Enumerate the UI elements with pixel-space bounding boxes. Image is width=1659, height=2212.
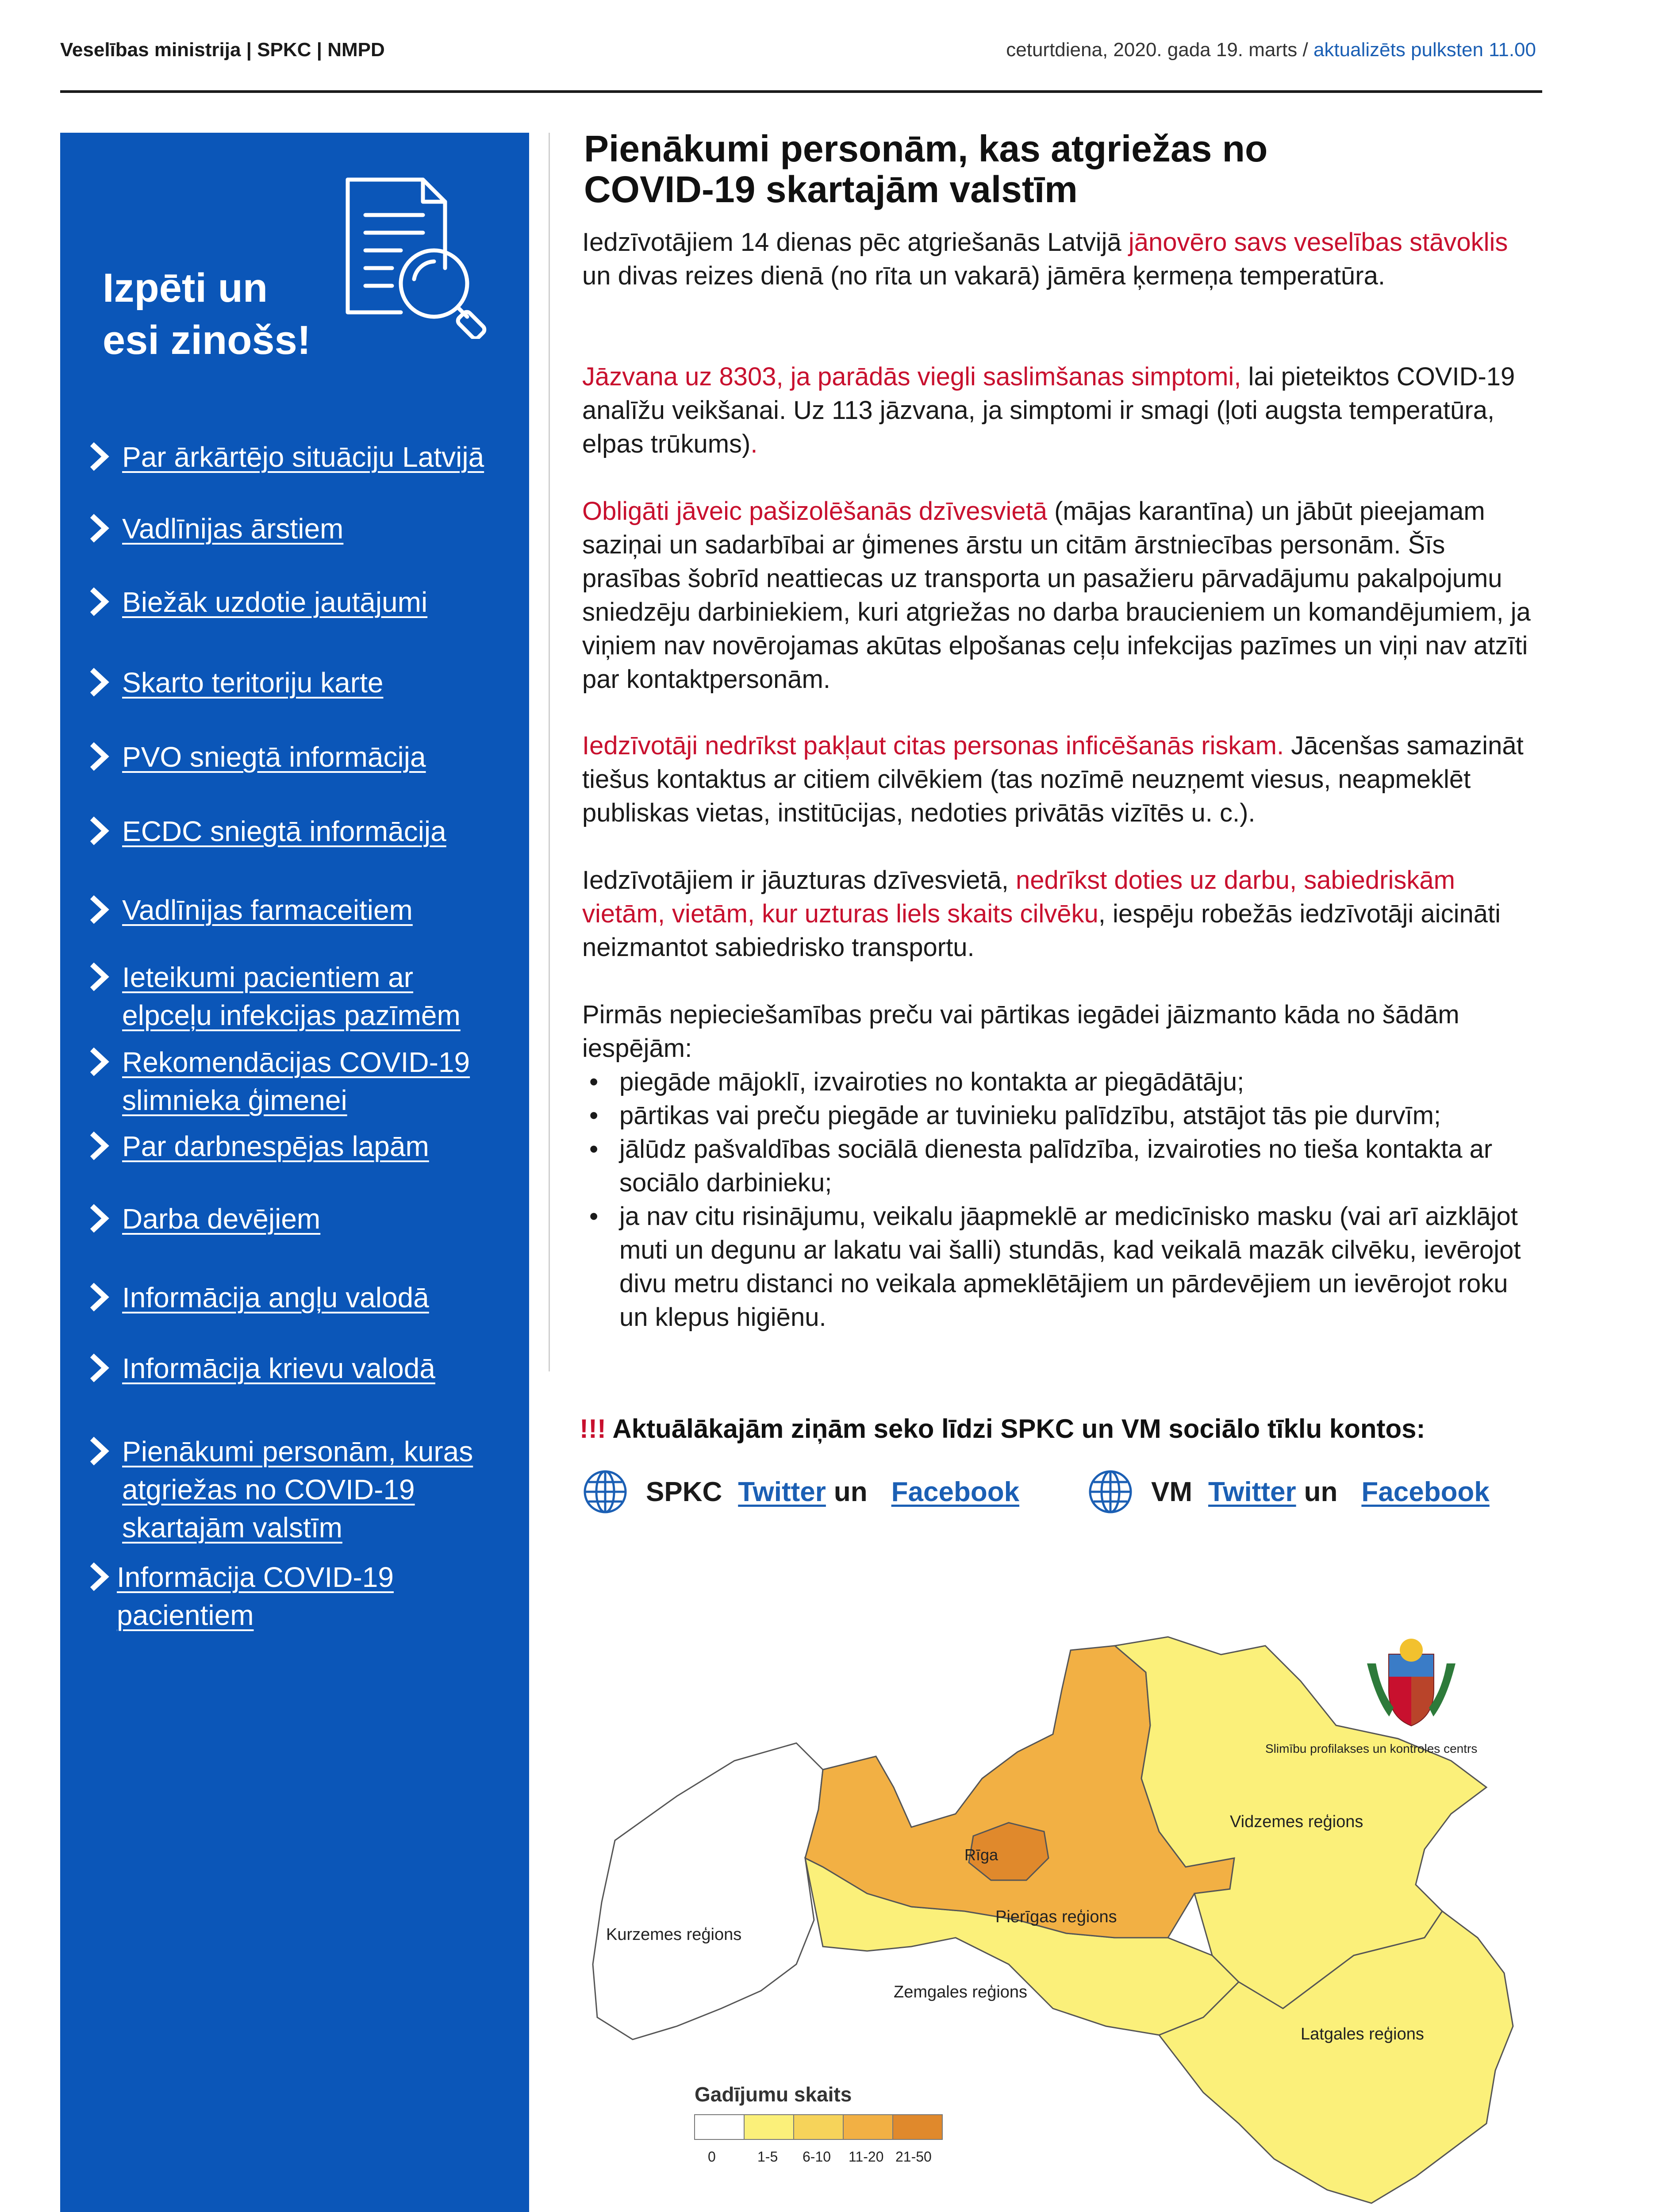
spkc-twitter-link[interactable]: Twitter	[738, 1476, 826, 1507]
alert-marks: !!!	[580, 1414, 606, 1444]
paragraph-stay-home	[582, 864, 1533, 964]
globe-icon	[582, 1469, 628, 1515]
sidebar-title-line2: esi zinošs!	[103, 318, 311, 363]
legend-label-2: 6-10	[803, 2149, 831, 2165]
sidebar-item-label-l1[interactable]: Rekomendācijas COVID-19	[122, 1046, 470, 1078]
sidebar-item-label[interactable]: Biežāk uzdotie jautājumi	[122, 586, 428, 618]
sidebar-item-label[interactable]	[122, 1043, 470, 1119]
supplies-list	[582, 1065, 1533, 1334]
sidebar-item-label[interactable]: Informācija krievu valodā	[122, 1352, 435, 1384]
legend-title: Gadījumu skaits	[695, 2083, 852, 2106]
p1-b: jānovēro savs veselības stāvoklis	[1128, 228, 1508, 257]
list-item: • ja nav citu risinājumu, veikalu jāapmeklē ar medicīnisko masku (vai arī aizklājot muti un degunu ar lakatu vai šalli) stundās, kad veikalā mazāk cilvēku, ievērojot divu metru distanci no veikala apmeklētājiem un pārdevējiem un ievērojot roku un klepus higiēnu.	[582, 1200, 1533, 1334]
chevron-right-icon	[87, 894, 111, 926]
header-date	[1006, 39, 1536, 61]
sidebar-item-label-l3[interactable]: skartajām valstīm	[122, 1512, 342, 1544]
legend-swatch-1	[744, 2115, 794, 2139]
sidebar-item-family[interactable]	[87, 1043, 520, 1119]
chevron-right-icon	[87, 1281, 111, 1313]
sidebar-item-patients-respiratory[interactable]	[87, 958, 520, 1034]
chevron-right-icon	[87, 1352, 111, 1384]
sidebar-item-label[interactable]: Vadlīnijas farmaceitiem	[122, 894, 413, 926]
paragraph-monitor	[582, 226, 1533, 293]
sidebar-item-label[interactable]: Par darbnespējas lapām	[122, 1130, 429, 1162]
sidebar-item-label[interactable]	[117, 1558, 394, 1634]
legend-swatch-2	[794, 2115, 843, 2139]
chevron-right-icon	[87, 586, 111, 618]
p4-b: Jācenšas samazināt tiešus kontaktus ar citiem cilvēkiem (tas nozīmē neuzņemt viesus, neapmeklēt publiskas vietas, institūcijas, nedoties privātās vizītēs u. c.).	[582, 731, 1524, 827]
chevron-right-icon	[87, 441, 111, 472]
sidebar-item-faq[interactable]	[87, 583, 520, 621]
header-divider	[60, 90, 1542, 93]
spkc-facebook-link[interactable]: Facebook	[891, 1476, 1020, 1507]
header-updated: aktualizēts pulksten 11.00	[1313, 39, 1536, 61]
page-title-line2: COVID-19 skartajām valstīm	[584, 169, 1078, 210]
region-kurzeme	[593, 1743, 823, 2039]
sidebar-item-covid-patients[interactable]	[87, 1558, 520, 1634]
sidebar-title-line1: Izpēti un	[103, 265, 268, 311]
list-item: • pārtikas vai preču piegāde ar tuvinieku palīdzību, atstājot tās pie durvīm;	[582, 1099, 1533, 1133]
sidebar-item-label-l2[interactable]: pacientiem	[117, 1599, 254, 1631]
chevron-right-icon	[87, 815, 111, 847]
and-text: un	[833, 1476, 868, 1507]
sidebar-item-russian[interactable]	[87, 1349, 520, 1387]
paragraph-supplies: Pirmās nepieciešamības preču vai pārtikas iegādei jāizmanto kāda no šādām iespējām:	[582, 1000, 1459, 1063]
sidebar-item-label[interactable]: Darba devējiem	[122, 1203, 321, 1235]
social-spkc	[582, 1469, 1019, 1515]
sidebar-item-label[interactable]: ECDC sniegtā informācija	[122, 815, 446, 847]
p5-c: , iespēju robežās iedzīvotāji aicināti neizmantot sabiedrisko transportu.	[582, 899, 1501, 962]
sidebar-item-sick-leave[interactable]	[87, 1127, 520, 1165]
sidebar-item-doctors[interactable]	[87, 510, 520, 548]
social-vm	[1087, 1469, 1490, 1515]
sidebar-item-employers[interactable]	[87, 1200, 520, 1238]
p1-c: un divas reizes dienā (no rīta un vakarā) jāmēra ķermeņa temperatūra.	[582, 261, 1385, 290]
label-kurzeme: Kurzemes reģions	[606, 1925, 742, 1944]
sidebar	[60, 133, 529, 2212]
page-title-line1: Pienākumi personām, kas atgriežas no	[584, 128, 1268, 169]
chevron-right-icon	[87, 1130, 111, 1162]
p3-b: (mājas karantīna) un jābūt pieejamam saziņai un sadarbībai ar ģimenes ārstu un citām ārstniecības personām. Šīs prasības šobrīd neattiecas uz transporta un pasažieru pārvadājumu pakalpojumu sniedzēju darbiniekiem, kuri atgriežas no darba braucieniem un komandējumiem, ja viņiem nav novērojamas akūtas elpošanas ceļu infekcijas pazīmes un viņi nav atzīti par kontaktpersonām.	[582, 497, 1531, 694]
sidebar-item-english[interactable]	[87, 1279, 520, 1317]
list-item: • jālūdz pašvaldības sociālā dienesta palīdzība, izvairoties no tieša kontakta ar sociālo darbinieku;	[582, 1133, 1533, 1200]
sidebar-item-pharmacists[interactable]	[87, 891, 520, 929]
sidebar-item-label[interactable]	[122, 1432, 473, 1547]
list-item: • piegāde mājoklī, izvairoties no kontakta ar piegādātāju;	[582, 1065, 1533, 1099]
header-org: Veselības ministrija | SPKC | NMPD	[60, 39, 385, 61]
label-latgale: Latgales reģions	[1301, 2025, 1424, 2043]
p1-a: Iedzīvotājiem 14 dienas pēc atgriešanās Latvijā	[582, 228, 1129, 257]
sidebar-item-label[interactable]: Skarto teritoriju karte	[122, 667, 384, 699]
legend-swatch-4	[893, 2115, 942, 2139]
sidebar-item-label[interactable]: Vadlīnijas ārstiem	[122, 513, 344, 545]
header-date-text: ceturtdiena, 2020. gada 19. marts	[1006, 39, 1298, 61]
paragraph-risk	[582, 729, 1533, 830]
legend-label-0: 0	[708, 2149, 716, 2165]
p5-b: nedrīkst doties uz darbu, sabiedriskām vietām, vietām, kur uzturas liels skaits cilvēku	[582, 866, 1455, 928]
social-alert	[580, 1413, 1425, 1444]
alert-text: Aktuālākajām ziņām seko līdzi SPKC un VM sociālo tīklu kontos:	[606, 1414, 1425, 1444]
globe-icon	[1087, 1469, 1133, 1515]
legend-label-4: 21-50	[895, 2149, 932, 2165]
sidebar-item-label-l2[interactable]: elpceļu infekcijas pazīmēm	[122, 999, 461, 1031]
legend-label-3: 11-20	[849, 2149, 884, 2165]
chevron-right-icon	[87, 1202, 111, 1234]
legend	[695, 2115, 942, 2165]
chevron-right-icon	[87, 512, 111, 544]
sidebar-item-label[interactable]: Par ārkārtējo situāciju Latvijā	[122, 441, 484, 473]
legend-swatch-3	[843, 2115, 893, 2139]
label-pieriga: Pierīgas reģions	[995, 1908, 1117, 1926]
sidebar-item-returning[interactable]	[87, 1432, 520, 1547]
paragraph-isolation	[582, 495, 1533, 696]
p2-c: .	[750, 430, 758, 458]
sidebar-item-map[interactable]	[87, 664, 520, 702]
and-text: un	[1304, 1476, 1338, 1507]
vm-label: VM	[1151, 1476, 1192, 1507]
document-search-icon	[334, 171, 494, 339]
org-caption: Slimību profilakses un kontroles centrs	[1265, 1742, 1478, 1755]
p5-a: Iedzīvotājiem ir jāuzturas dzīvesvietā,	[582, 866, 1016, 895]
p2-a: Jāzvana uz 8303, ja parādās viegli saslimšanas simptomi,	[582, 362, 1241, 391]
chevron-right-icon	[87, 741, 111, 772]
legend-label-1: 1-5	[757, 2149, 778, 2165]
vm-facebook-link[interactable]: Facebook	[1361, 1476, 1490, 1507]
sidebar-item-label-l2[interactable]: slimnieka ģimenei	[122, 1084, 347, 1116]
sidebar-item-label-l1[interactable]: Ieteikumi pacientiem ar	[122, 961, 414, 993]
legend-swatch-0	[695, 2115, 744, 2139]
chevron-right-icon	[87, 1046, 111, 1078]
vm-twitter-link[interactable]: Twitter	[1208, 1476, 1296, 1507]
coat-of-arms-icon	[1367, 1639, 1455, 1725]
chevron-right-icon	[87, 1435, 111, 1467]
sidebar-item-label[interactable]: PVO sniegtā informācija	[122, 741, 426, 773]
chevron-right-icon	[87, 666, 111, 698]
label-riga: Rīga	[964, 1846, 998, 1864]
sidebar-title	[103, 262, 311, 366]
sidebar-item-label-l1[interactable]: Informācija COVID-19	[117, 1561, 394, 1593]
p3-a: Obligāti jāveic pašizolēšanās dzīvesvietā	[582, 497, 1047, 526]
content-divider	[549, 133, 550, 1371]
page-title	[584, 128, 1469, 210]
sidebar-item-label-l1[interactable]: Pienākumi personām, kuras	[122, 1436, 473, 1467]
p2-b: lai pieteiktos COVID-19 analīžu veikšanai. Uz 113 jāzvana, ja simptomi ir smagi (ļoti augsta temperatūra, elpas trūkums)	[582, 362, 1515, 458]
label-zemgale: Zemgales reģions	[894, 1983, 1028, 2001]
latvia-regions-map	[575, 1628, 1548, 2212]
sidebar-item-situation[interactable]	[87, 438, 520, 476]
label-vidzeme: Vidzemes reģions	[1230, 1813, 1363, 1831]
sidebar-item-who[interactable]	[87, 738, 520, 776]
sidebar-item-ecdc[interactable]	[87, 812, 520, 850]
sidebar-item-label[interactable]: Informācija angļu valodā	[122, 1282, 429, 1313]
header-sep: /	[1297, 39, 1313, 61]
chevron-right-icon	[87, 961, 111, 993]
p4-a: Iedzīvotāji nedrīkst pakļaut citas personas inficēšanās riskam.	[582, 731, 1284, 760]
sidebar-item-label-l2[interactable]: atgriežas no COVID-19	[122, 1474, 415, 1505]
spkc-label: SPKC	[646, 1476, 722, 1507]
chevron-right-icon	[87, 1561, 111, 1593]
sidebar-item-label[interactable]	[122, 958, 461, 1034]
paragraph-call	[582, 360, 1533, 461]
